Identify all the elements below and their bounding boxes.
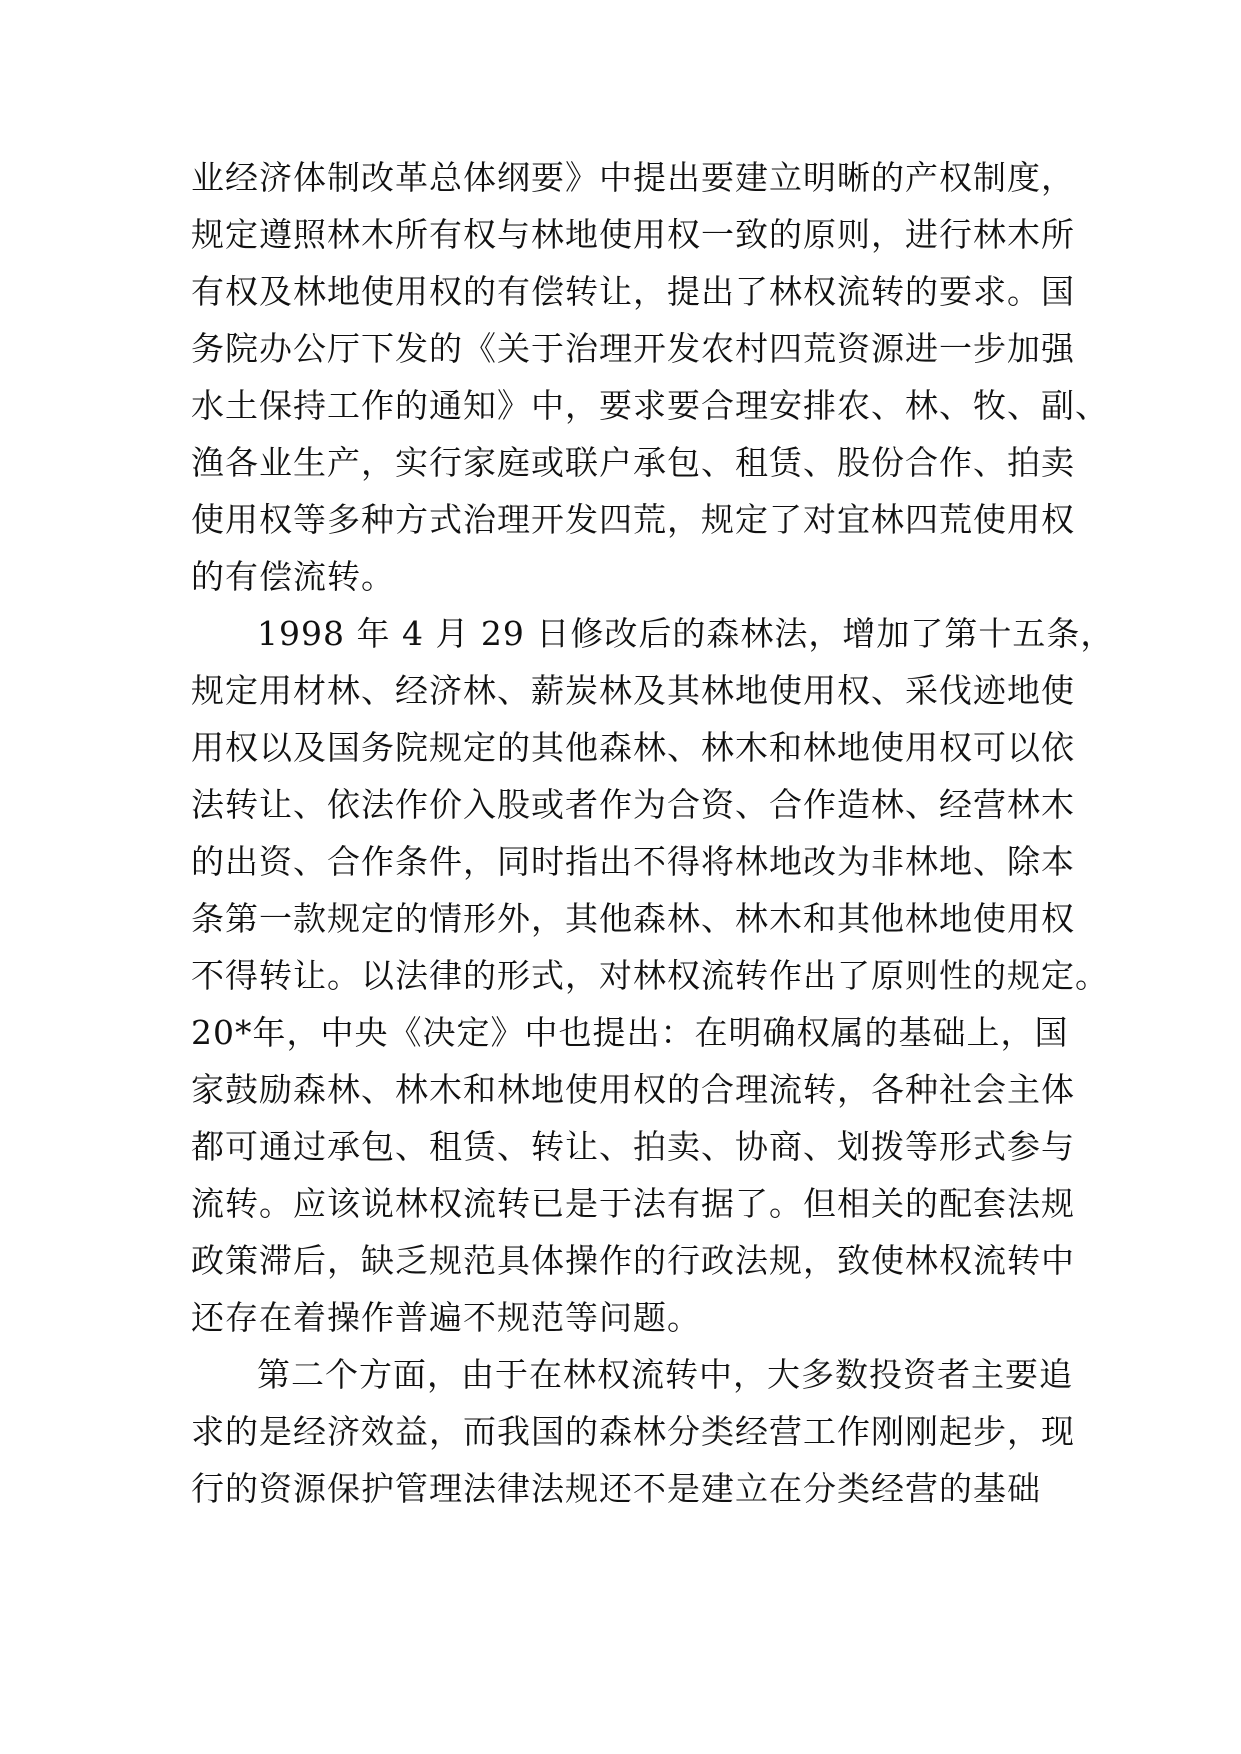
text-line: 水土保持工作的通知》中，要求要合理安排农、林、牧、副、 [191,386,1109,425]
text-line: 用权以及国务院规定的其他森林、林木和林地使用权可以依 [191,728,1075,767]
text-line: 法转让、依法作价入股或者作为合资、合作造林、经营林木 [191,785,1075,824]
text-line: 的有偿流转。 [191,557,395,596]
text-line: 有权及林地使用权的有偿转让，提出了林权流转的要求。国 [191,272,1075,311]
text-line: 的出资、合作条件，同时指出不得将林地改为非林地、除本 [191,842,1075,881]
text-line: 条第一款规定的情形外，其他森林、林木和其他林地使用权 [191,899,1075,938]
text-line: 求的是经济效益，而我国的森林分类经营工作刚刚起步，现 [191,1412,1075,1451]
text-line: 政策滞后，缺乏规范具体操作的行政法规，致使林权流转中 [191,1241,1075,1280]
text-line: 不得转让。以法律的形式，对林权流转作出了原则性的规定。 [191,956,1109,995]
text-line: 业经济体制改革总体纲要》中提出要建立明晰的产权制度， [191,158,1075,197]
text-line: 都可通过承包、租赁、转让、拍卖、协商、划拨等形式参与 [191,1127,1075,1166]
text-line: 使用权等多种方式治理开发四荒，规定了对宜林四荒使用权 [191,500,1075,539]
paragraph-first-line: 第二个方面，由于在林权流转中，大多数投资者主要追 [257,1355,1073,1394]
text-line: 流转。应该说林权流转已是于法有据了。但相关的配套法规 [191,1184,1075,1223]
text-line: 规定用材林、经济林、薪炭林及其林地使用权、采伐迹地使 [191,671,1075,710]
text-line: 家鼓励森林、林木和林地使用权的合理流转，各种社会主体 [191,1070,1075,1109]
text-line: 务院办公厅下发的《关于治理开发农村四荒资源进一步加强 [191,329,1075,368]
paragraph-first-line: 1998 年 4 月 29 日修改后的森林法，增加了第十五条， [257,614,1115,653]
text-line: 渔各业生产，实行家庭或联户承包、租赁、股份合作、拍卖 [191,443,1075,482]
text-line: 20*年，中央《决定》中也提出：在明确权属的基础上，国 [191,1013,1069,1052]
text-line: 规定遵照林木所有权与林地使用权一致的原则，进行林木所 [191,215,1075,254]
text-line: 行的资源保护管理法律法规还不是建立在分类经营的基础 [191,1469,1041,1508]
text-line: 还存在着操作普遍不规范等问题。 [191,1298,701,1337]
